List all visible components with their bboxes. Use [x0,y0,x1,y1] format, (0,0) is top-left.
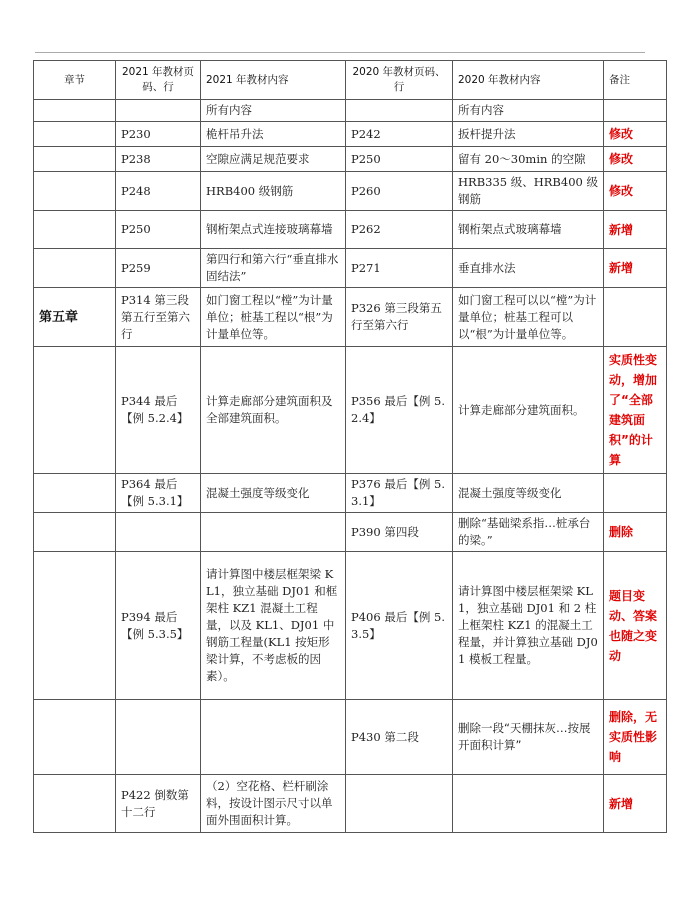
chapter-cell [34,474,116,513]
note-cell: 新增 [604,211,667,249]
content-2020-cell: 如门窗工程可以以“樘”为计量单位；桩基工程可以以“根”为计量单位等。 [453,288,604,347]
content-2021-cell [201,513,346,552]
page-2021-cell: P314 第三段第五行至第六行 [116,288,201,347]
content-2021-cell: 桅杆吊升法 [201,122,346,147]
content-2021-cell: 所有内容 [201,100,346,122]
note-cell: 删除，无实质性影响 [604,700,667,775]
content-2021-cell [201,700,346,775]
content-2021-cell: 空隙应满足规范要求 [201,147,346,172]
header-page-2021: 2021 年教材页码、行 [116,61,201,100]
header-chapter: 章节 [34,61,116,100]
page-2021-cell [116,100,201,122]
content-2020-cell: 请计算图中楼层框架梁 KL1，独立基础 DJ01 和 2 柱上框架柱 KZ1 的混凝土工程量，并计算独立基础 DJ01 模板工程量。 [453,552,604,700]
page-2020-cell: P326 第三段第五行至第六行 [346,288,453,347]
page-2020-cell: P250 [346,147,453,172]
header-content-2021: 2021 年教材内容 [201,61,346,100]
content-2020-cell [453,775,604,833]
content-2020-cell: 所有内容 [453,100,604,122]
note-cell [604,100,667,122]
content-2021-cell: HRB400 级钢筋 [201,172,346,211]
page-2021-cell: P230 [116,122,201,147]
chapter-cell [34,147,116,172]
page-2021-cell [116,513,201,552]
chapter-cell [34,513,116,552]
page-2020-cell [346,775,453,833]
content-2020-cell: 垂直排水法 [453,249,604,288]
table-row [34,122,667,147]
header-note: 备注 [604,61,667,100]
page-2020-cell: P262 [346,211,453,249]
page-2021-cell: P344 最后【例 5.2.4】 [116,347,201,474]
chapter-cell [34,122,116,147]
table-row [34,347,667,474]
header-rule [35,52,645,53]
content-2020-cell: 混凝土强度等级变化 [453,474,604,513]
table-row [34,211,667,249]
content-2020-cell: 钢桁架点式玻璃幕墙 [453,211,604,249]
content-2020-cell: 扳杆提升法 [453,122,604,147]
note-cell: 修改 [604,172,667,211]
page-2021-cell: P364 最后【例 5.3.1】 [116,474,201,513]
page-2021-cell: P238 [116,147,201,172]
table-row [34,147,667,172]
table-row [34,249,667,288]
page-2020-cell: P260 [346,172,453,211]
table-row [34,552,667,700]
table-row [34,100,667,122]
chapter-cell [34,211,116,249]
page-2021-cell: P248 [116,172,201,211]
note-cell: 新增 [604,775,667,833]
header-content-2020: 2020 年教材内容 [453,61,604,100]
page-2020-cell: P406 最后【例 5.3.5】 [346,552,453,700]
table-row [34,172,667,211]
content-2020-cell: 删除“基础梁系指…桩承台的梁。” [453,513,604,552]
content-2021-cell: 第四行和第六行“垂直排水固结法” [201,249,346,288]
content-2021-cell: 混凝土强度等级变化 [201,474,346,513]
page-2020-cell: P356 最后【例 5.2.4】 [346,347,453,474]
page-2020-cell: P430 第二段 [346,700,453,775]
chapter-label: 第五章 [34,288,116,347]
chapter-cell [34,700,116,775]
textbook-comparison-table [33,60,667,833]
content-2020-cell: 计算走廊部分建筑面积。 [453,347,604,474]
chapter-cell [34,775,116,833]
content-2021-cell: 计算走廊部分建筑面积及全部建筑面积。 [201,347,346,474]
note-cell: 修改 [604,147,667,172]
note-cell [604,288,667,347]
page-2021-cell: P250 [116,211,201,249]
note-cell: 题目变动、答案也随之变动 [604,552,667,700]
chapter-cell [34,552,116,700]
table-row [34,288,667,347]
table-row [34,700,667,775]
note-cell: 删除 [604,513,667,552]
content-2021-cell: （2）空花格、栏杆刷涂料，按设计图示尺寸以单面外围面积计算。 [201,775,346,833]
page-2021-cell: P259 [116,249,201,288]
note-cell: 修改 [604,122,667,147]
content-2020-cell: 留有 20～30min 的空隙 [453,147,604,172]
page-2020-cell [346,100,453,122]
page-2020-cell: P271 [346,249,453,288]
content-2021-cell: 如门窗工程以“樘”为计量单位；桩基工程以“根”为计量单位等。 [201,288,346,347]
content-2021-cell: 钢桁架点式连接玻璃幕墙 [201,211,346,249]
page-2021-cell [116,700,201,775]
chapter-cell [34,347,116,474]
note-cell: 新增 [604,249,667,288]
content-2020-cell: HRB335 级、HRB400 级钢筋 [453,172,604,211]
header-page-2020: 2020 年教材页码、行 [346,61,453,100]
page-2021-cell: P394 最后【例 5.3.5】 [116,552,201,700]
content-2020-cell: 删除一段“天棚抹灰…按展开面积计算” [453,700,604,775]
chapter-cell [34,100,116,122]
chapter-cell [34,172,116,211]
content-2021-cell: 请计算图中楼层框架梁 KL1，独立基础 DJ01 和框架柱 KZ1 混凝土工程量，以及 KL1、DJ01 中钢筋工程量(KL1 按矩形梁计算，不考虑板的因素）。 [201,552,346,700]
note-cell [604,474,667,513]
page-2021-cell: P422 倒数第十二行 [116,775,201,833]
table-row [34,474,667,513]
note-cell: 实质性变动，增加了“全部建筑面积”的计算 [604,347,667,474]
page-2020-cell: P390 第四段 [346,513,453,552]
table-row [34,513,667,552]
page-2020-cell: P376 最后【例 5.3.1】 [346,474,453,513]
chapter-cell [34,249,116,288]
table-row [34,775,667,833]
page-2020-cell: P242 [346,122,453,147]
